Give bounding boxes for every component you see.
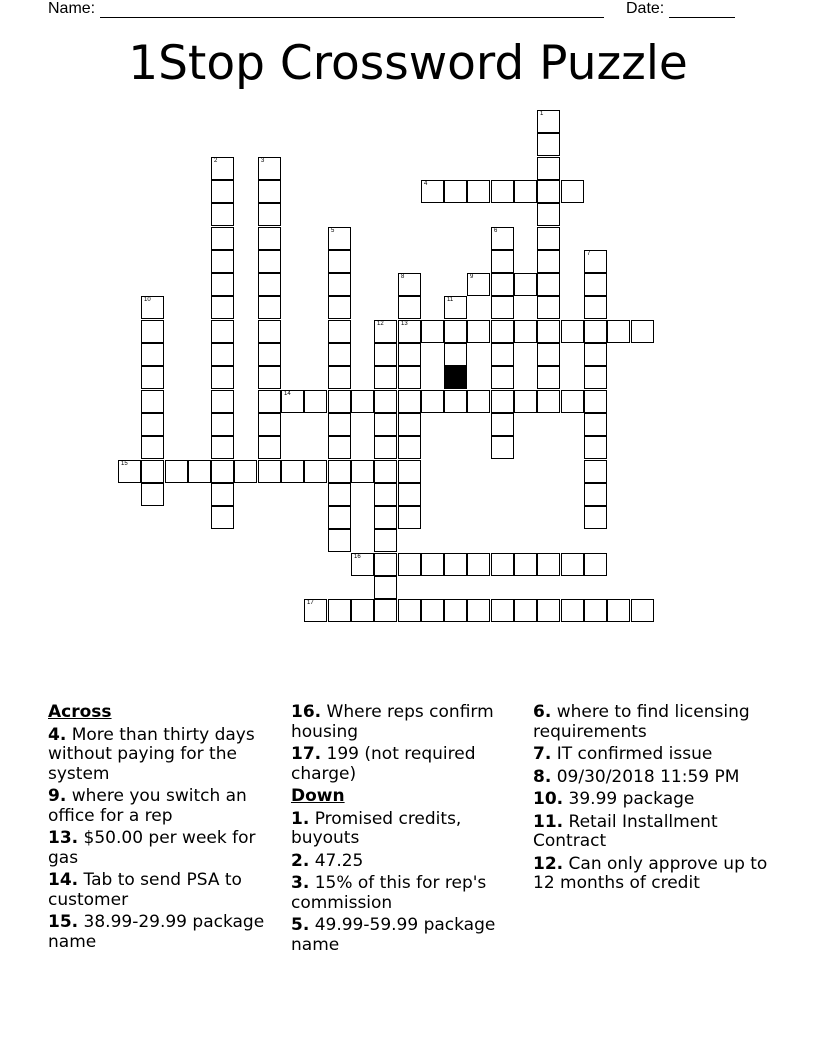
clue-number: 15 (121, 461, 128, 467)
grid-cell[interactable] (467, 320, 490, 343)
grid-cell[interactable] (374, 460, 397, 483)
grid-cell[interactable] (491, 436, 514, 459)
grid-cell[interactable] (374, 413, 397, 436)
grid-cell[interactable] (258, 203, 281, 226)
grid-cell[interactable] (328, 436, 351, 459)
grid-cell[interactable] (328, 250, 351, 273)
grid-cell[interactable] (631, 599, 654, 622)
grid-cell[interactable] (398, 483, 421, 506)
grid-cell[interactable] (537, 133, 560, 156)
grid-cell[interactable] (491, 553, 514, 576)
grid-cell[interactable] (211, 436, 234, 459)
grid-cell[interactable] (421, 390, 444, 413)
grid-cell[interactable] (514, 273, 537, 296)
grid-cell[interactable] (211, 227, 234, 250)
grid-cell[interactable] (211, 460, 234, 483)
grid-cell[interactable] (211, 343, 234, 366)
grid-cell[interactable] (398, 436, 421, 459)
grid-cell[interactable] (398, 320, 421, 343)
clue-number: 8 (401, 274, 405, 280)
grid-cell[interactable] (258, 390, 281, 413)
grid-cell[interactable] (211, 157, 234, 180)
clue-across-17: 17. 199 (not required charge) (291, 744, 476, 784)
clue-number: 12 (377, 321, 384, 327)
date-field[interactable] (626, 0, 735, 18)
grid-cell[interactable] (537, 180, 560, 203)
clue-number: 1 (540, 111, 544, 117)
grid-cell[interactable] (584, 460, 607, 483)
grid-cell[interactable] (141, 366, 164, 389)
grid-cell[interactable] (328, 273, 351, 296)
grid-cell[interactable] (561, 390, 584, 413)
clue-across-15: 15. 38.99-29.99 package name (48, 912, 265, 952)
grid-cell[interactable] (328, 599, 351, 622)
grid-cell[interactable] (584, 250, 607, 273)
grid-cell[interactable] (374, 436, 397, 459)
grid-cell[interactable] (141, 413, 164, 436)
grid-cell[interactable] (374, 506, 397, 529)
grid-cell[interactable] (514, 320, 537, 343)
clue-down-3: 3. 15% of this for rep's commission (291, 873, 487, 913)
grid-cell[interactable] (491, 320, 514, 343)
grid-cell[interactable] (141, 460, 164, 483)
grid-cell[interactable] (514, 180, 537, 203)
grid-cell[interactable] (584, 599, 607, 622)
grid-cell[interactable] (211, 250, 234, 273)
grid-cell[interactable] (421, 599, 444, 622)
grid-cell[interactable] (188, 460, 211, 483)
grid-cell[interactable] (491, 343, 514, 366)
grid-cell[interactable] (258, 413, 281, 436)
grid-cell[interactable] (211, 180, 234, 203)
grid-cell[interactable] (537, 366, 560, 389)
grid-cell[interactable] (584, 366, 607, 389)
clue-across-4: 4. More than thirty days without paying for the system (48, 724, 255, 784)
grid-cell[interactable] (398, 343, 421, 366)
grid-cell[interactable] (304, 390, 327, 413)
clue-down-10: 10. 39.99 package (533, 789, 695, 809)
grid-cell[interactable] (444, 343, 467, 366)
grid-cell[interactable] (584, 320, 607, 343)
grid-cell[interactable] (537, 343, 560, 366)
grid-cell[interactable] (141, 296, 164, 319)
grid-cell[interactable] (328, 227, 351, 250)
grid-cell[interactable] (165, 460, 188, 483)
grid-cell[interactable] (584, 506, 607, 529)
clue-number: 3 (261, 158, 265, 164)
name-field[interactable] (48, 0, 604, 18)
grid-cell[interactable] (398, 273, 421, 296)
grid-cell[interactable] (421, 553, 444, 576)
grid-cell[interactable] (491, 599, 514, 622)
grid-cell[interactable] (258, 273, 281, 296)
grid-cell[interactable] (537, 390, 560, 413)
clue-number: 4 (424, 181, 428, 187)
grid-cell[interactable] (514, 599, 537, 622)
grid-cell[interactable] (491, 413, 514, 436)
grid-cell[interactable] (398, 366, 421, 389)
clue-down-7: 7. IT confirmed issue (533, 744, 713, 764)
grid-cell[interactable] (258, 366, 281, 389)
page-title: 1Stop Crossword Puzzle (128, 36, 688, 91)
grid-cell[interactable] (258, 250, 281, 273)
grid-cell[interactable] (561, 553, 584, 576)
grid-cell[interactable] (258, 180, 281, 203)
grid-cell[interactable] (467, 390, 490, 413)
clue-number: 2 (214, 158, 218, 164)
grid-cell[interactable] (258, 343, 281, 366)
grid-cell[interactable] (421, 180, 444, 203)
grid-cell[interactable] (537, 599, 560, 622)
grid-cell[interactable] (374, 343, 397, 366)
grid-cell[interactable] (351, 599, 374, 622)
clue-down-1: 1. Promised credits, buyouts (291, 808, 462, 848)
grid-cell[interactable] (328, 320, 351, 343)
grid-cell[interactable] (351, 553, 374, 576)
grid-cell[interactable] (537, 110, 560, 133)
grid-cell[interactable] (398, 296, 421, 319)
grid-cell[interactable] (398, 553, 421, 576)
grid-cell[interactable] (398, 460, 421, 483)
grid-cell[interactable] (258, 157, 281, 180)
grid-cell[interactable] (258, 227, 281, 250)
grid-cell[interactable] (374, 576, 397, 599)
name-label: Name: (48, 0, 96, 17)
grid-cell[interactable] (211, 413, 234, 436)
grid-cell[interactable] (421, 320, 444, 343)
clue-number: 11 (447, 297, 454, 303)
clue-number: 13 (401, 321, 408, 327)
grid-cell[interactable] (118, 460, 141, 483)
grid-cell[interactable] (258, 296, 281, 319)
grid-cell[interactable] (491, 390, 514, 413)
grid-cell[interactable] (584, 413, 607, 436)
grid-cell[interactable] (561, 599, 584, 622)
grid-cell[interactable] (351, 460, 374, 483)
grid-cell[interactable] (444, 180, 467, 203)
grid-cell[interactable] (444, 296, 467, 319)
grid-cell[interactable] (211, 296, 234, 319)
grid-cell[interactable] (584, 436, 607, 459)
clue-across-14: 14. Tab to send PSA to customer (48, 870, 242, 910)
grid-cell[interactable] (537, 553, 560, 576)
grid-cell[interactable] (491, 273, 514, 296)
date-label: Date: (626, 0, 665, 17)
grid-cell[interactable] (514, 390, 537, 413)
down-heading: Down (291, 786, 345, 806)
grid-cell[interactable] (258, 320, 281, 343)
grid-cell[interactable] (141, 343, 164, 366)
grid-cell[interactable] (258, 460, 281, 483)
grid-cell[interactable] (234, 460, 257, 483)
clues-column-1 (48, 703, 284, 955)
grid-cell[interactable] (328, 460, 351, 483)
grid-cell[interactable] (607, 320, 630, 343)
clue-number: 9 (470, 274, 474, 280)
clue-number: 6 (494, 228, 498, 234)
name-line[interactable] (100, 3, 604, 18)
clue-down-2: 2. 47.25 (291, 850, 364, 871)
grid-cell[interactable] (467, 599, 490, 622)
grid-cell[interactable] (398, 390, 421, 413)
grid-cell[interactable] (584, 273, 607, 296)
grid-cell[interactable] (444, 553, 467, 576)
grid-cell[interactable] (491, 227, 514, 250)
clue-down-8: 8. 09/30/2018 11:59 PM (533, 766, 740, 787)
grid-cell[interactable] (561, 180, 584, 203)
clue-down-5: 5. 49.99-59.99 package name (291, 915, 496, 955)
grid-cell[interactable] (444, 390, 467, 413)
grid-cell[interactable] (584, 553, 607, 576)
grid-cell[interactable] (211, 506, 234, 529)
grid-cell[interactable] (141, 320, 164, 343)
grid-cell[interactable] (584, 483, 607, 506)
grid-cell[interactable] (537, 227, 560, 250)
grid-cell[interactable] (398, 413, 421, 436)
across-heading: Across (48, 702, 112, 722)
grid-cell[interactable] (328, 390, 351, 413)
clue-number: 7 (587, 251, 591, 257)
grid-cell[interactable] (374, 483, 397, 506)
grid-cell[interactable] (537, 157, 560, 180)
grid-cell[interactable] (537, 250, 560, 273)
grid-cell[interactable] (584, 343, 607, 366)
grid-cell[interactable] (537, 273, 560, 296)
clue-down-6: 6. where to find licensing requirements (533, 702, 750, 742)
clues-column-3 (533, 703, 769, 897)
grid-cell[interactable] (211, 366, 234, 389)
clue-across-13: 13. $50.00 per week for gas (48, 828, 256, 868)
clue-down-12: 12. Can only approve up to 12 months of credit (533, 853, 768, 893)
grid-cell[interactable] (328, 529, 351, 552)
grid-cell[interactable] (328, 366, 351, 389)
grid-cell[interactable] (584, 390, 607, 413)
clue-across-16: 16. Where reps confirm housing (291, 702, 494, 742)
grid-cell[interactable] (328, 506, 351, 529)
grid-cell[interactable] (258, 436, 281, 459)
grid-cell[interactable] (281, 390, 304, 413)
grid-cell[interactable] (467, 180, 490, 203)
grid-cell[interactable] (281, 460, 304, 483)
clue-number: 16 (354, 554, 361, 560)
grid-cell[interactable] (514, 553, 537, 576)
grid-cell[interactable] (444, 320, 467, 343)
grid-cell[interactable] (141, 436, 164, 459)
clue-number: 14 (284, 391, 291, 397)
clue-down-11: 11. Retail Installment Contract (533, 811, 718, 851)
grid-cell[interactable] (374, 320, 397, 343)
clue-number: 10 (144, 297, 151, 303)
grid-cell[interactable] (328, 413, 351, 436)
grid-cell[interactable] (537, 203, 560, 226)
grid-cell[interactable] (537, 320, 560, 343)
grid-cell[interactable] (211, 320, 234, 343)
grid-cell[interactable] (398, 599, 421, 622)
grid-cell[interactable] (398, 506, 421, 529)
clue-across-9: 9. where you switch an office for a rep (48, 786, 247, 826)
grid-cell[interactable] (328, 343, 351, 366)
grid-cell[interactable] (491, 250, 514, 273)
grid-cell[interactable] (584, 296, 607, 319)
grid-cell[interactable] (141, 483, 164, 506)
grid-cell[interactable] (328, 483, 351, 506)
grid-cell[interactable] (374, 390, 397, 413)
black-cell (444, 366, 467, 389)
clues-column-2 (291, 703, 527, 958)
grid-cell[interactable] (491, 366, 514, 389)
grid-cell[interactable] (141, 390, 164, 413)
grid-cell[interactable] (211, 390, 234, 413)
grid-cell[interactable] (491, 180, 514, 203)
grid-cell[interactable] (374, 529, 397, 552)
grid-cell[interactable] (211, 273, 234, 296)
date-line[interactable] (669, 3, 735, 18)
grid-cell[interactable] (328, 296, 351, 319)
grid-cell[interactable] (607, 599, 630, 622)
clue-number: 17 (307, 600, 314, 606)
grid-cell[interactable] (537, 296, 560, 319)
grid-cell[interactable] (444, 599, 467, 622)
grid-cell[interactable] (374, 553, 397, 576)
grid-cell[interactable] (374, 599, 397, 622)
grid-cell[interactable] (211, 483, 234, 506)
grid-cell[interactable] (304, 599, 327, 622)
grid-cell[interactable] (467, 553, 490, 576)
grid-cell[interactable] (491, 296, 514, 319)
grid-cell[interactable] (211, 203, 234, 226)
clue-number: 5 (331, 228, 335, 234)
grid-cell[interactable] (374, 366, 397, 389)
grid-cell[interactable] (351, 390, 374, 413)
grid-cell[interactable] (467, 273, 490, 296)
grid-cell[interactable] (304, 460, 327, 483)
grid-cell[interactable] (631, 320, 654, 343)
grid-cell[interactable] (561, 320, 584, 343)
